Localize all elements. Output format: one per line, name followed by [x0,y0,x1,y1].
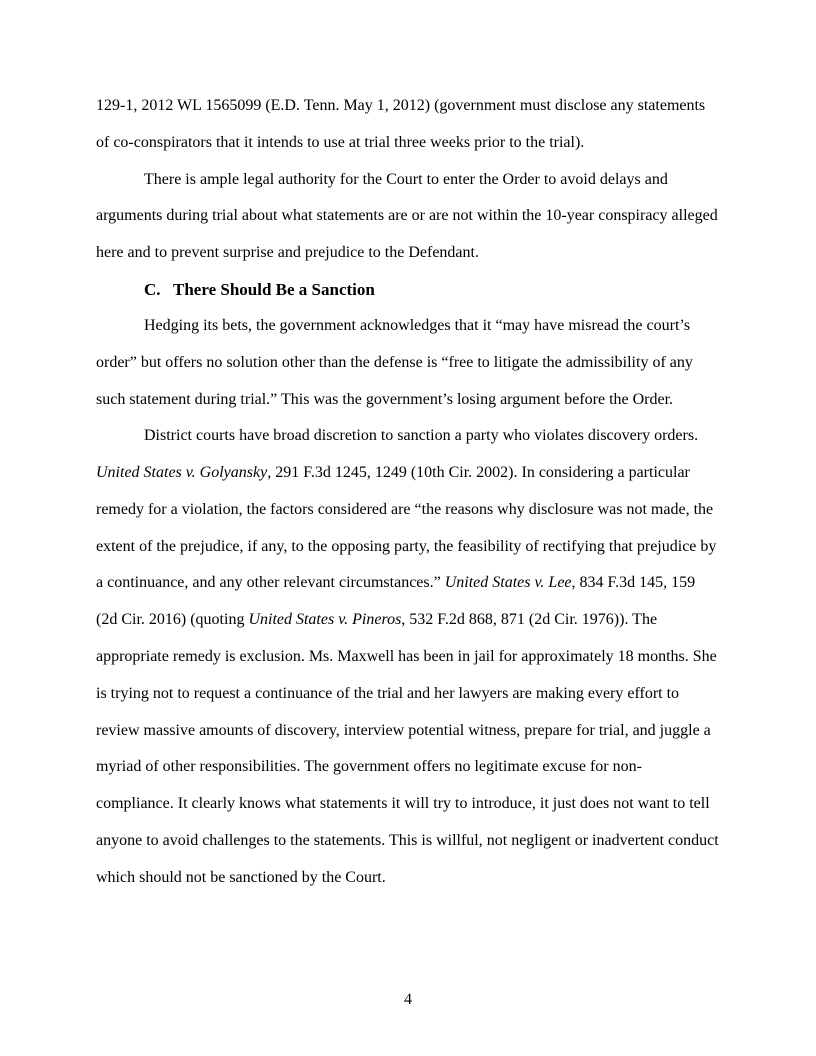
section-heading-letter: C. [144,280,161,299]
case-citation: United States v. Golyansky [96,464,268,481]
paragraph-line: here and to prevent surprise and prejudice to the Defendant. [96,244,479,261]
citation-text: , 834 F.3d 145, 159 [571,574,696,591]
paragraph-line: arguments during trial about what statements are or are not within the 10-year conspiracy alleged [96,207,718,224]
paragraph-line: compliance. It clearly knows what statements it will try to introduce, it just does not want to tell [96,795,710,812]
citation-text: , 532 F.2d 868, 871 (2d Cir. 1976)). The [401,611,658,628]
paragraph-line: order” but offers no solution other than the defense is “free to litigate the admissibility of any [96,354,693,371]
paragraph-line [96,463,690,483]
paragraph-line: District courts have broad discretion to sanction a party who violates discovery orders. [144,427,699,444]
paragraph-line: is trying not to request a continuance of the trial and her lawyers are making every effort to [96,685,680,702]
case-citation: United States v. Pineros [248,611,402,628]
paragraph-line: Hedging its bets, the government acknowledges that it “may have misread the court’s [144,317,691,334]
page-number: 4 [404,991,412,1008]
citation-text: (2d Cir. 2016) (quoting [96,611,249,628]
paragraph-line: anyone to avoid challenges to the statements. This is willful, not negligent or inadvertent conduct [96,832,719,849]
quote-text: a continuance, and any other relevant circumstances.” [96,574,445,591]
section-heading [144,280,375,300]
citation-text: , 291 F.3d 1245, 1249 (10th Cir. 2002). In considering a particular [267,464,690,481]
paragraph-line: extent of the prejudice, if any, to the opposing party, the feasibility of rectifying that prejudice by [96,538,717,555]
paragraph-line: There is ample legal authority for the Court to enter the Order to avoid delays and [144,171,668,188]
paragraph-line: of co-conspirators that it intends to use at trial three weeks prior to the trial). [96,134,585,151]
paragraph-line: appropriate remedy is exclusion. Ms. Maxwell has been in jail for approximately 18 months. She [96,648,717,665]
paragraph-line: 129-1, 2012 WL 1565099 (E.D. Tenn. May 1, 2012) (government must disclose any statements [96,97,706,114]
case-citation: United States v. Lee [444,574,572,591]
paragraph-line [96,610,657,630]
section-heading-title: There Should Be a Sanction [173,280,375,299]
paragraph-line: such statement during trial.” This was the government’s losing argument before the Order. [96,391,674,408]
paragraph-line: review massive amounts of discovery, interview potential witness, prepare for trial, and juggle a [96,722,711,739]
paragraph-line: myriad of other responsibilities. The government offers no legitimate excuse for non- [96,758,642,775]
paragraph-line: remedy for a violation, the factors considered are “the reasons why disclosure was not made, the [96,501,714,518]
paragraph-line: which should not be sanctioned by the Court. [96,869,386,886]
paragraph-line [96,573,695,593]
